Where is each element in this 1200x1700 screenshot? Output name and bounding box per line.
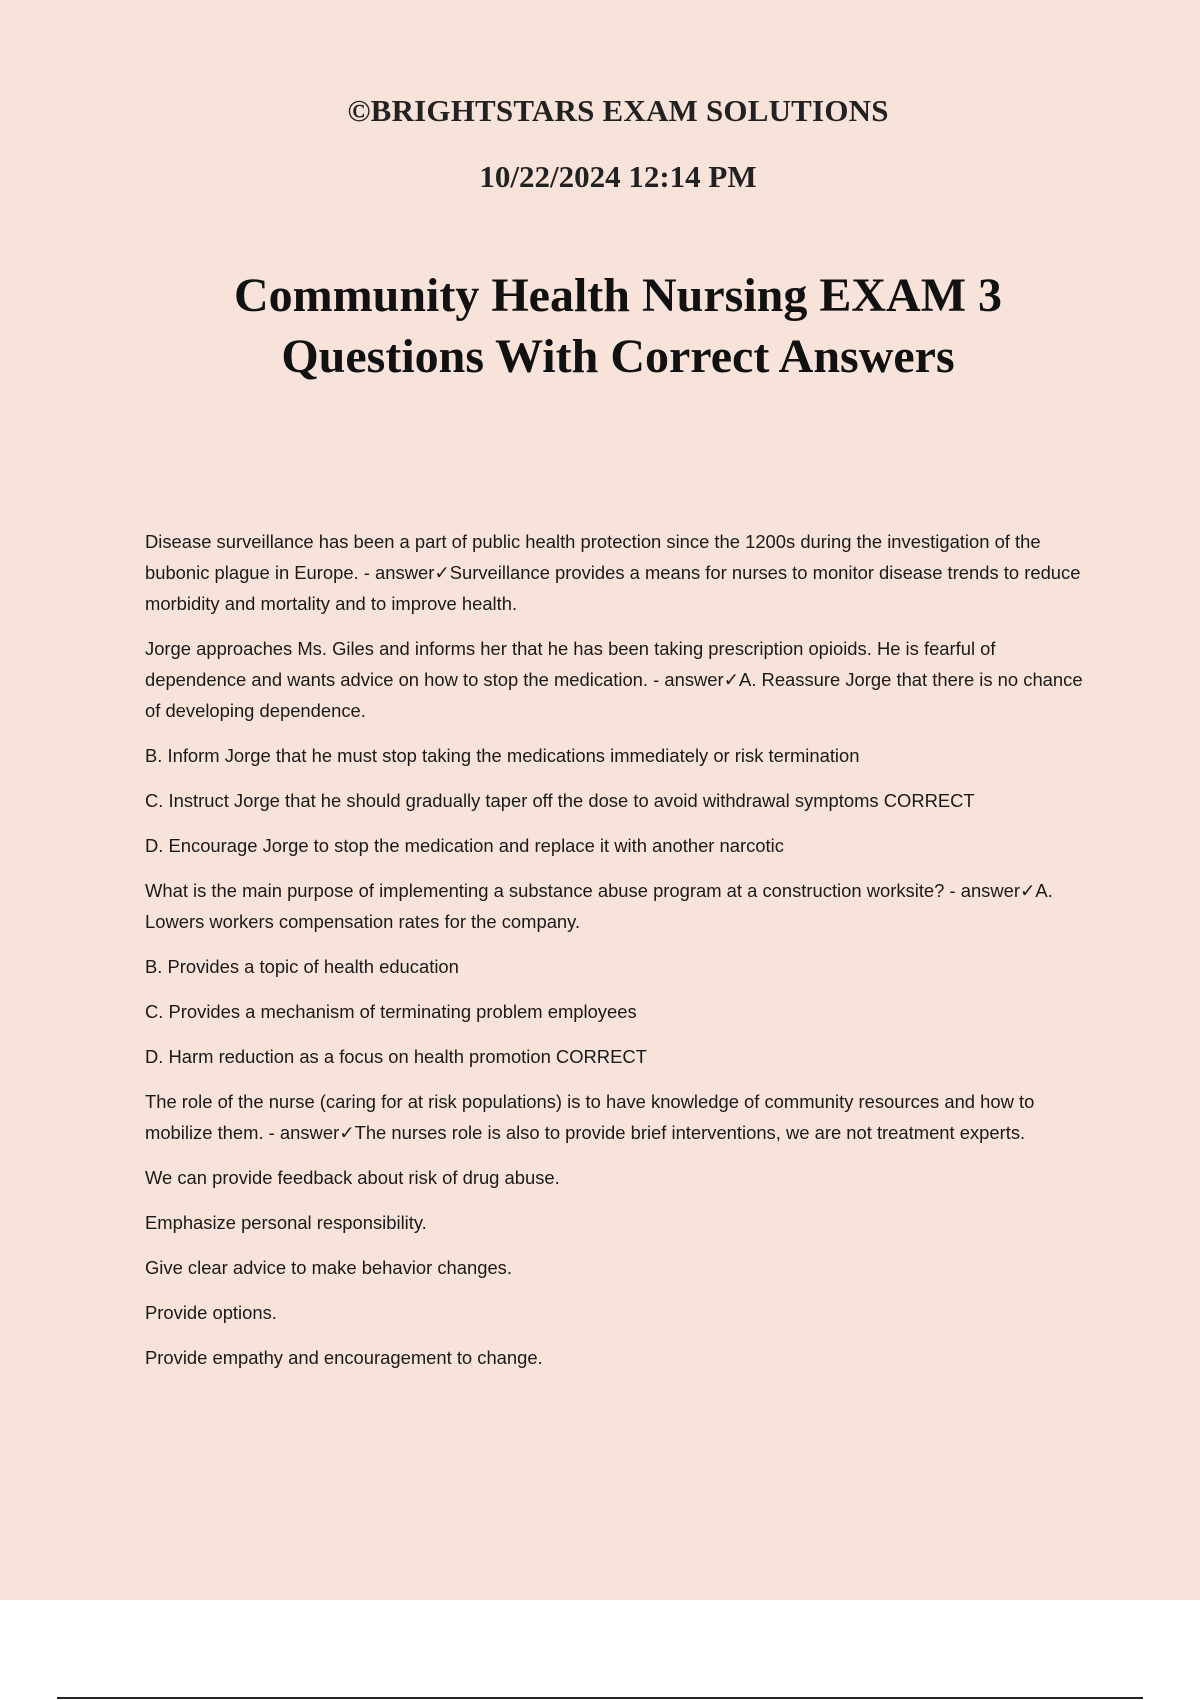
paragraph: Jorge approaches Ms. Giles and informs her that he has been taking prescription opioids. He is fearful of dependence and wants advice on how to stop the medication. - answer✓A. Reassure Jorge that there is no chance of developing dependence. [145, 638, 1083, 721]
paragraph: Give clear advice to make behavior changes. [145, 1257, 512, 1278]
paragraph: C. Provides a mechanism of terminating problem employees [145, 1001, 637, 1022]
document-title [0, 265, 1200, 387]
paragraph: D. Harm reduction as a focus on health promotion CORRECT [145, 1046, 647, 1067]
paragraph: Disease surveillance has been a part of public health protection since the 1200s during the investigation of the bubonic plague in Europe. - answer✓Surveillance provides a means for nurses to monitor disease trends to reduce morbidity and mortality and to improve health. [145, 531, 1081, 614]
document-datetime: 10/22/2024 12:14 PM [479, 159, 757, 194]
paragraph: What is the main purpose of implementing a substance abuse program at a construction worksite? - answer✓A. Lowers workers compensation rates for the company. [145, 880, 1053, 932]
paragraph: C. Instruct Jorge that he should gradually taper off the dose to avoid withdrawal symptoms CORRECT [145, 790, 975, 811]
page-footer-divider [57, 1697, 1143, 1699]
paragraph: B. Provides a topic of health education [145, 956, 459, 977]
title-line-2: Questions With Correct Answers [281, 330, 955, 383]
paragraph: Provide options. [145, 1302, 277, 1323]
paragraph: The role of the nurse (caring for at risk populations) is to have knowledge of community resources and how to mobilize them. - answer✓The nurses role is also to provide brief interventions, we are not treatment experts. [145, 1091, 1035, 1143]
brand-header: ©BRIGHTSTARS EXAM SOLUTIONS [347, 93, 889, 128]
document-body [145, 526, 1087, 1387]
paragraph: Provide empathy and encouragement to change. [145, 1347, 543, 1368]
title-line-1: Community Health Nursing EXAM 3 [233, 269, 1003, 322]
paragraph: D. Encourage Jorge to stop the medication and replace it with another narcotic [145, 835, 784, 856]
paragraph: We can provide feedback about risk of drug abuse. [145, 1167, 560, 1188]
paragraph: B. Inform Jorge that he must stop taking the medications immediately or risk termination [145, 745, 860, 766]
paragraph: Emphasize personal responsibility. [145, 1212, 427, 1233]
